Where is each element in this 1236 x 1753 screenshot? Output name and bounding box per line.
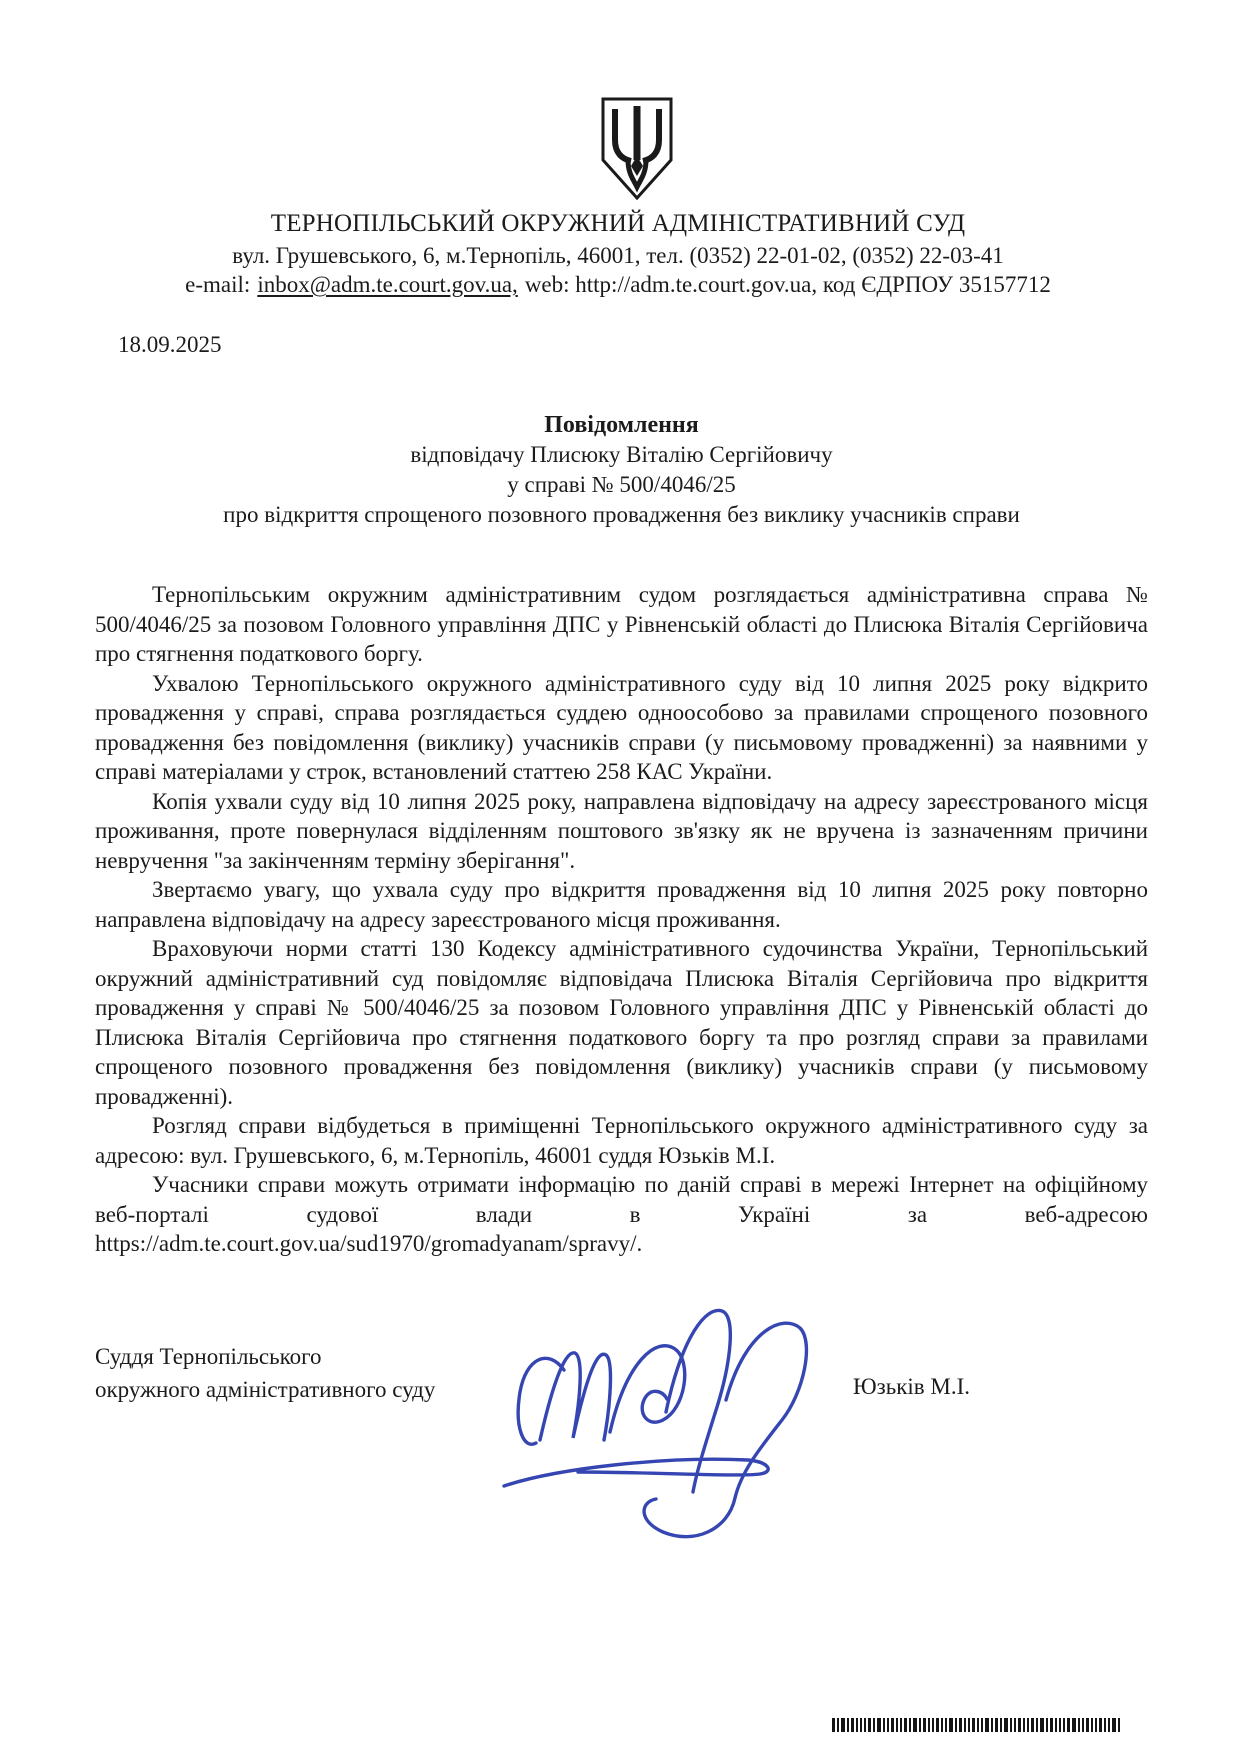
letter-body [95, 580, 1148, 1259]
paragraph-ruling: Ухвалою Тернопільського окружного адміністративного суду від 10 липня 2025 року відкрито провадження у справі, справа розглядається суддею одноособово за правилами спрощеного позовного провадження без повідомлення (виклику) учасників справи (у письмовому провадженні) за наявними у справі матеріалами у строк, встановлений статтею 258 КАС України. [95, 670, 1148, 784]
document-date: 18.09.2025 [118, 332, 222, 357]
email-address: inbox@adm.te.court.gov.ua, [257, 272, 518, 297]
paragraph-article-130: Враховуючи норми статті 130 Кодексу адміністративного судочинства України, Тернопільський окружний адміністративний суд повідомляє відповідача Плисюка Віталія Сергійовича про відкриття провадження у справі № 500/4046/25 за позовом Головного управління ДПС у Рівненській області до Плисюка Віталія Сергійовича про стягнення податкового боргу та про розгляд справи за правилами спрощеного позовного провадження без повідомлення (виклику) учасників справи (у письмовому провадженні). [95, 936, 1148, 1109]
paragraph-hearing-location: Розгляд справи відбудеться в приміщенні Тернопільського окружного адміністративного суду за адресою: вул. Грушевського, 6, м.Тернопіль, 46001 суддя Юзьків М.І. [95, 1113, 1148, 1168]
trident-emblem-icon [598, 96, 676, 202]
document-content [0, 332, 1236, 1259]
signature-title-line1: Суддя Тернопільського [95, 1344, 322, 1369]
signature-title-block [95, 1340, 435, 1406]
title-notification: Повідомлення [544, 412, 699, 438]
court-contacts [0, 272, 1236, 298]
ukraine-trident-emblem [598, 96, 676, 202]
judge-name: Юзьків М.І. [853, 1374, 970, 1399]
title-subject: про відкриття спрощеного позовного провадження без виклику учасників справи [223, 502, 1020, 527]
paragraph-returned-mail: Копія ухвали суду від 10 липня 2025 року, направлена відповідачу на адресу зареєстрованого місця проживання, проте повернулася відділенням поштового зв'язку як не вручена із зазначенням причини невручення "за закінченням терміну зберігання". [95, 788, 1148, 873]
web-address-and-code: web: http://adm.te.court.gov.ua, код ЄДРПОУ 35157712 [524, 272, 1051, 297]
email-label: e-mail: [185, 272, 251, 297]
barcode [832, 1718, 1122, 1732]
paragraph-resent-notice: Звертаємо увагу, що ухвала суду про відкриття провадження від 10 липня 2025 року повторно направлена відповідачу на адресу зареєстрованого місця проживання. [95, 877, 1148, 932]
title-case-number: у справі № 500/4046/25 [507, 472, 736, 497]
court-address: вул. Грушевського, 6, м.Тернопіль, 46001, тел. (0352) 22-01-02, (0352) 22-03-41 [232, 243, 1004, 268]
notification-title-block [95, 410, 1148, 530]
signature-title-line2: окружного адміністративного суду [95, 1377, 436, 1402]
judge-signature [498, 1300, 862, 1556]
paragraph-case-overview: Тернопільським окружним адміністративним судом розглядається адміністративна справа № 500/4046/25 за позовом Головного управління ДПС у Рівненській області до Плисюка Віталія Сергійовича про стягнення податкового боргу. [95, 582, 1148, 666]
paragraph-web-info: Учасники справи можуть отримати інформацію по даній справі в мережі Інтернет на офіційному веб-порталі судової влади в Україні за веб-адресою https://adm.te.court.gov.ua/sud1970/gromadyanam/spravy/. [95, 1172, 1148, 1256]
title-respondent: відповідачу Плисюку Віталію Сергійовичу [410, 442, 833, 467]
letterhead [0, 0, 1236, 298]
court-name: ТЕРНОПІЛЬСЬКИЙ ОКРУЖНИЙ АДМІНІСТРАТИВНИЙ СУД [270, 210, 966, 237]
